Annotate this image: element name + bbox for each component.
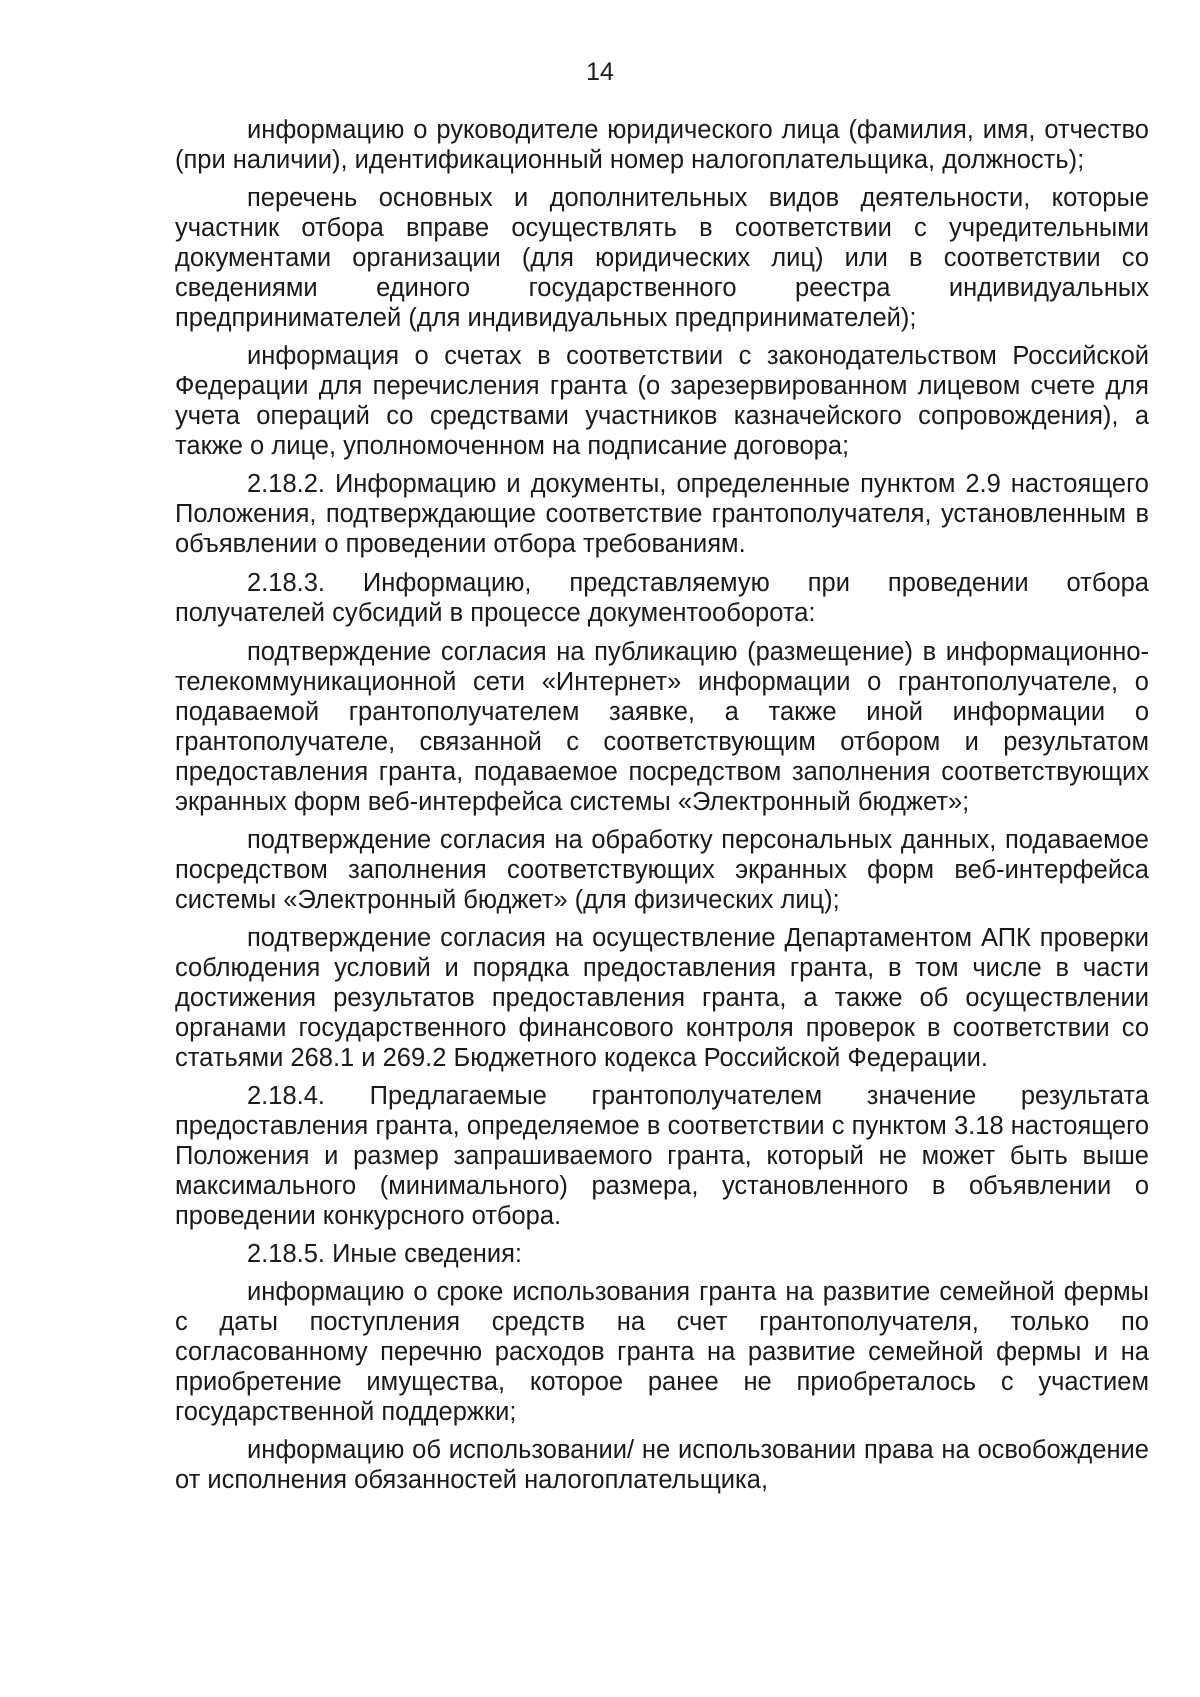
paragraph-2-18-5: 2.18.5. Иные сведения: <box>247 1240 522 1268</box>
page-number: 14 <box>586 58 614 86</box>
paragraph-grant-term: информацию о сроке использования гранта на развитие семейной фермы с даты поступления средств на счет грантополучателя, только по согласованному перечню расходов гранта на развитие семейной фермы и на приобретение имущества, которое ранее не приобреталось с участием государственной поддержки; <box>175 1278 1149 1426</box>
paragraph-publication-consent: подтверждение согласия на публикацию (размещение) в информационно-телекоммуникационной сети «Интернет» информации о грантополучателе, о подаваемой грантополучателем заявке, а также иной информации о грантополучателе, связанной с соответствующим отбором и результатом предоставления гранта, подаваемое посредством заполнения соответствующих экранных форм веб-интерфейса системы «Электронный бюджет»; <box>175 638 1149 816</box>
paragraph-inspection-consent: подтверждение согласия на осуществление Департаментом АПК проверки соблюдения условий и порядка предоставления гранта, в том числе в части достижения результатов предоставления гранта, а также об осуществлении органами государственного финансового контроля проверок в соответствии со статьями 268.1 и 269.2 Бюджетного кодекса Российской Федерации. <box>175 924 1149 1072</box>
paragraph-activity-list: перечень основных и дополнительных видов деятельности, которые участник отбора вправе осуществлять в соответствии с учредительными документами организации (для юридических лиц) или в соответствии со сведениями единого государственного реестра индивидуальных предпринимателей (для индивидуальных предпринимателей); <box>175 184 1149 332</box>
paragraph-tax-exemption: информацию об использовании/ не использовании права на освобождение от исполнения обязанностей налогоплательщика, <box>175 1436 1149 1494</box>
paragraph-2-18-4: 2.18.4. Предлагаемые грантополучателем значение результата предоставления гранта, определяемое в соответствии с пунктом 3.18 настоящего Положения и размер запрашиваемого гранта, который не может быть выше максимального (минимального) размера, установленного в объявлении о проведении конкурсного отбора. <box>175 1082 1149 1230</box>
body-text <box>175 115 1149 1503</box>
paragraph-account-info: информация о счетах в соответствии с законодательством Российской Федерации для перечисления гранта (о зарезервированном лицевом счете для учета операций со средствами участников казначейского сопровождения), а также о лице, уполномоченном на подписание договора; <box>175 342 1149 460</box>
paragraph-2-18-2: 2.18.2. Информацию и документы, определенные пунктом 2.9 настоящего Положения, подтверждающие соответствие грантополучателя, установленным в объявлении о проведении отбора требованиям. <box>175 470 1149 558</box>
paragraph-2-18-3: 2.18.3. Информацию, представляемую при проведении отбора получателей субсидий в процессе документооборота: <box>175 569 1149 627</box>
paragraph-head-info: информацию о руководителе юридического лица (фамилия, имя, отчество (при наличии), идентификационный номер налогоплательщика, должность); <box>175 116 1149 174</box>
paragraph-personal-data-consent: подтверждение согласия на обработку персональных данных, подаваемое посредством заполнения соответствующих экранных форм веб-интерфейса системы «Электронный бюджет» (для физических лиц); <box>175 826 1149 914</box>
